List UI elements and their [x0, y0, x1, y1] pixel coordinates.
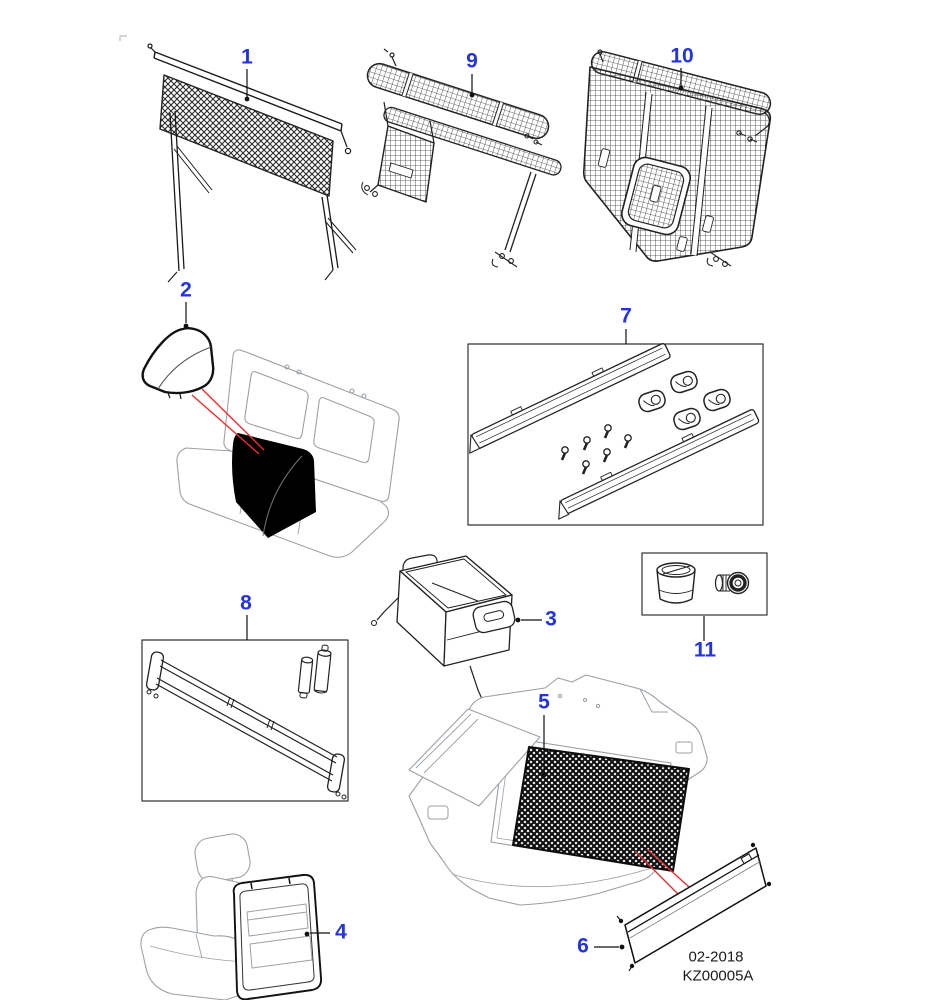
callout-1: 1	[241, 45, 253, 69]
part-7-rail-kit	[461, 339, 763, 525]
part-3-boot-organizer	[372, 555, 517, 705]
part-1-cargo-net	[148, 44, 356, 282]
callout-6: 6	[577, 934, 589, 958]
part-10-partition-full-grille	[584, 49, 773, 266]
part-2-headrest-and-rear-seat	[143, 328, 399, 557]
callout-10: 10	[670, 44, 694, 68]
callout-8: 8	[240, 591, 252, 615]
footer-date: 02-2018	[688, 948, 744, 966]
part-11-ashtray-and-plug	[642, 553, 767, 615]
part-4-seat-back-protector	[141, 832, 321, 1000]
corner-mark	[120, 36, 127, 41]
callout-2: 2	[180, 278, 192, 302]
callout-7: 7	[620, 304, 632, 328]
callout-5: 5	[538, 690, 550, 714]
part-8-luggage-retention-rail	[142, 640, 348, 801]
callout-3: 3	[545, 607, 557, 631]
callout-9: 9	[466, 49, 478, 73]
part-9-partition-half-grille	[362, 49, 563, 267]
callout-11: 11	[693, 638, 717, 662]
callout-4: 4	[335, 920, 347, 944]
part-5-boot-floor-net	[409, 675, 707, 905]
footer-code: KZ00005A	[682, 967, 754, 985]
